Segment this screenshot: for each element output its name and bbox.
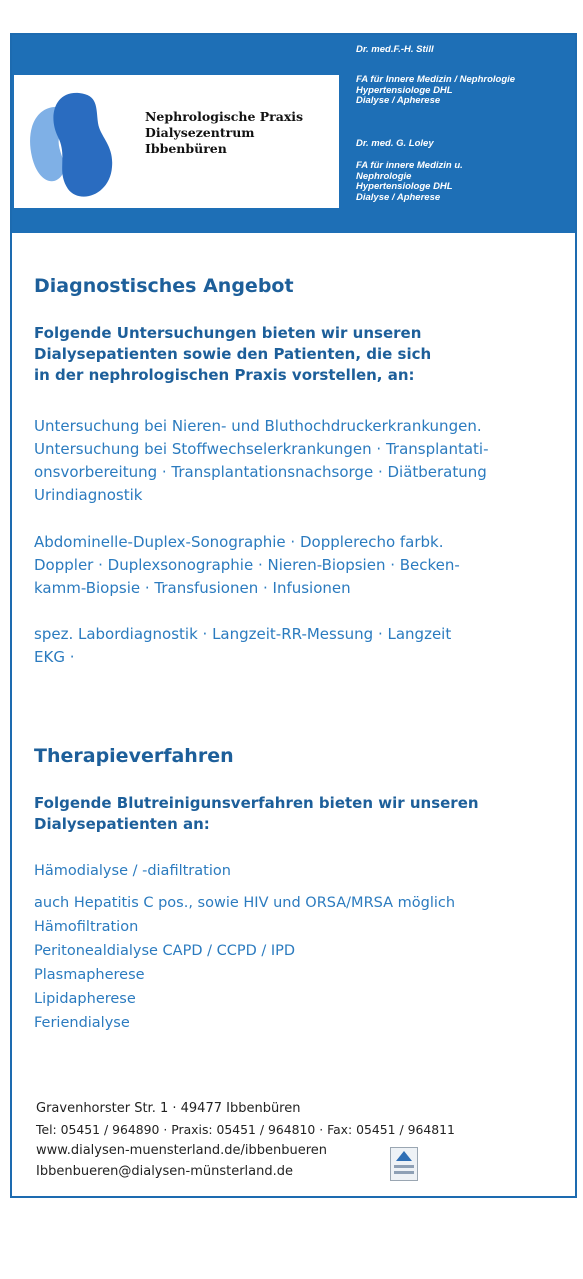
doctor2-specialty: FA für innere Medizin u. Nephrologie Hypertensiologe DHL Dialyse / Apherese bbox=[356, 160, 463, 203]
phone-numbers: Tel: 05451 / 964890 · Praxis: 05451 / 964810 · Fax: 05451 / 964811 bbox=[36, 1122, 455, 1137]
therapy-item: Plasmapherese bbox=[34, 967, 145, 983]
therapy-title: Therapieverfahren bbox=[34, 745, 234, 767]
diagnostics-paragraph-2: Abdominelle-Duplex-Sonographie · Dopplerecho farbk. Doppler · Duplexsonographie · Nieren-Biopsien · Becken- kamm-Biopsie · Transfusionen · Infusionen bbox=[34, 533, 460, 597]
kidney-logo-icon bbox=[24, 87, 114, 202]
therapy-item: Hämofiltration bbox=[34, 919, 139, 935]
diagnostics-paragraph-1: Untersuchung bei Nieren- und Bluthochdruckerkrankungen. Untersuchung bei Stoffwechselerkrankungen · Transplantati- onsvorbereitung · Transplantationsnachsorge · Diätberatung Urindiagnostik bbox=[34, 417, 489, 504]
therapy-intro: Folgende Blutreinigunsverfahren bieten wir unseren Dialysepatienten an: bbox=[34, 794, 479, 833]
therapy-item: Feriendialyse bbox=[34, 1015, 130, 1031]
address: Gravenhorster Str. 1 · 49477 Ibbenbüren bbox=[36, 1101, 301, 1116]
praxis-line: Dialysezentrum bbox=[145, 125, 255, 140]
therapy-item: Peritonealdialyse CAPD / CCPD / IPD bbox=[34, 943, 296, 959]
doctor2-name: Dr. med. G. Loley bbox=[356, 138, 434, 149]
doctor1-name: Dr. med.F.-H. Still bbox=[356, 44, 434, 55]
therapy-list bbox=[34, 859, 455, 1035]
logo-panel bbox=[14, 75, 339, 208]
praxis-line: Nephrologische Praxis bbox=[145, 109, 304, 124]
praxis-name bbox=[145, 109, 303, 157]
doctor1-specialty: FA für Innere Medizin / Nephrologie Hypertensiologe DHL Dialyse / Apherese bbox=[356, 74, 516, 106]
therapy-item: auch Hepatitis C pos., sowie HIV und ORSA/MRSA möglich bbox=[34, 895, 456, 911]
diagnostics-paragraph-3: spez. Labordiagnostik · Langzeit-RR-Messung · Langzeit EKG · bbox=[34, 625, 452, 666]
email-link[interactable]: Ibbenbueren@dialysen-münsterland.de bbox=[36, 1164, 294, 1179]
diagnostics-title: Diagnostisches Angebot bbox=[34, 275, 294, 297]
flyer bbox=[10, 33, 577, 1198]
therapy-item: Hämodialyse / -diafiltration bbox=[34, 863, 231, 879]
therapy-item: Lipidapherese bbox=[34, 991, 136, 1007]
praxis-line: Ibbenbüren bbox=[145, 141, 227, 156]
certification-badge-icon bbox=[390, 1147, 418, 1181]
diagnostics-intro: Folgende Untersuchungen bieten wir unseren Dialysepatienten sowie den Patienten, die sich in der nephrologischen Praxis vorstellen, an: bbox=[34, 324, 432, 384]
header-band bbox=[12, 35, 575, 233]
website-link[interactable]: www.dialysen-muensterland.de/ibbenbueren bbox=[36, 1143, 327, 1158]
